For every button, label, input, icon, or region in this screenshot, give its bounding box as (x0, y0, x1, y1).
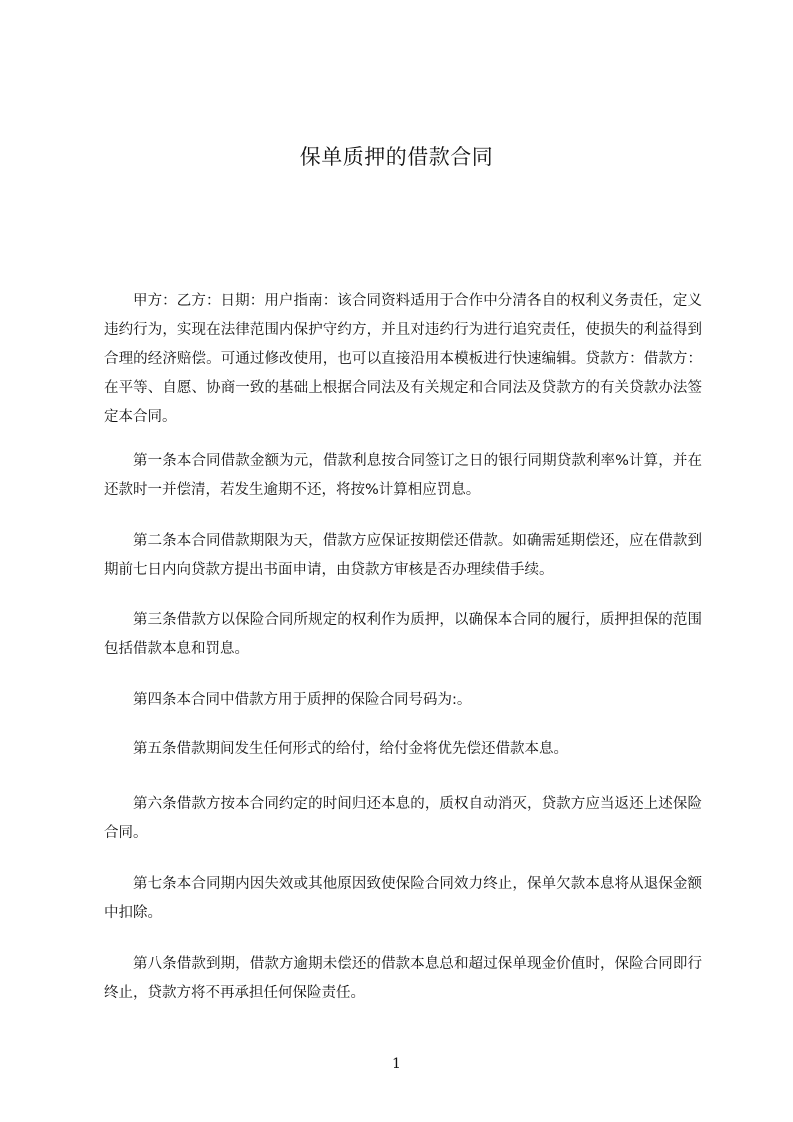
article-8-paragraph: 第八条借款到期，借款方逾期未偿还的借款本息总和超过保单现金价值时，保险合同即行终止，贷款方将不再承担任何保险责任。 (104, 956, 702, 1001)
article-2-paragraph: 第二条本合同借款期限为天，借款方应保证按期偿还借款。如确需延期偿还，应在借款到期前七日内向贷款方提出书面申请，由贷款方审核是否办理续借手续。 (104, 533, 702, 578)
intro-paragraph: 甲方：乙方：日期：用户指南：该合同资料适用于合作中分清各自的权利义务责任，定义违约行为，实现在法律范围内保护守约方，并且对违约行为进行追究责任，使损失的利益得到合理的经济赔偿。可通过修改使用，也可以直接沿用本模板进行快速编辑。贷款方：借款方：在平等、自愿、协商一致的基础上根据合同法及有关规定和合同法及贷款方的有关贷款办法签定本合同。 (104, 293, 702, 425)
page-number: 1 (392, 1056, 401, 1072)
article-7-paragraph: 第七条本合同期内因失效或其他原因致使保险合同效力终止，保单欠款本息将从退保金额中扣除。 (104, 876, 702, 921)
article-3-paragraph: 第三条借款方以保险合同所规定的权利作为质押，以确保本合同的履行，质押担保的范围包括借款本息和罚息。 (104, 612, 702, 657)
document-title: 保单质押的借款合同 (299, 145, 494, 169)
article-1-paragraph: 第一条本合同借款金额为元，借款利息按合同签订之日的银行同期贷款利率%计算，并在还款时一并偿清，若发生逾期不还，将按%计算相应罚息。 (104, 453, 702, 498)
article-4-paragraph: 第四条本合同中借款方用于质押的保险合同号码为:。 (133, 692, 472, 708)
article-5-paragraph: 第五条借款期间发生任何形式的给付，给付金将优先偿还借款本息。 (133, 741, 568, 757)
article-6-paragraph: 第六条借款方按本合同约定的时间归还本息的，质权自动消灭，贷款方应当返还上述保险合同。 (104, 796, 702, 841)
